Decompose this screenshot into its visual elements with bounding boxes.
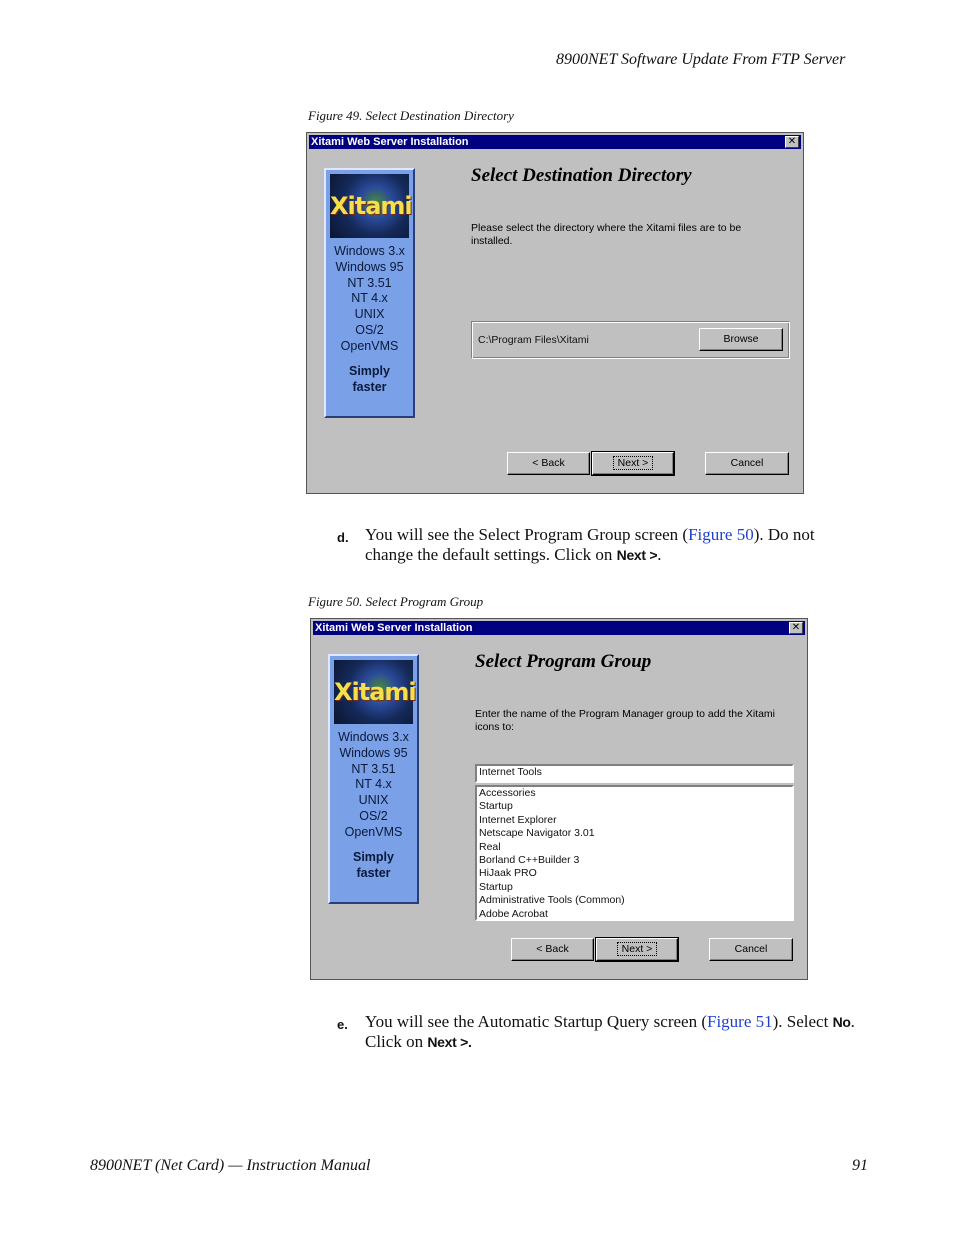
dialog-titlebar[interactable] [309, 135, 801, 149]
list-item[interactable]: HiJaak PRO [479, 867, 537, 880]
xitami-logo-text: Xitami [334, 678, 416, 706]
os-item: OS/2 [355, 322, 384, 337]
figure-50-link[interactable]: Figure 50 [688, 525, 754, 544]
close-icon[interactable]: ✕ [789, 622, 803, 634]
supported-os-list [326, 244, 413, 355]
slogan-line: Simply [353, 850, 394, 864]
program-group-dialog [310, 618, 808, 980]
list-item[interactable]: Netscape Navigator 3.01 [479, 827, 595, 840]
step-text: ). Do not change the default settings. Click on [365, 525, 815, 564]
cancel-button[interactable]: Cancel [705, 452, 789, 475]
dialog-heading: Select Program Group [475, 651, 652, 672]
back-button[interactable]: < Back [511, 938, 594, 961]
slogan [326, 364, 413, 396]
slogan-line: faster [356, 865, 391, 880]
step-e-text [365, 1012, 875, 1052]
step-text: You will see the Select Program Group screen ( [365, 525, 689, 544]
next-ui-reference: Next > [616, 547, 658, 563]
browse-button[interactable]: Browse [699, 328, 783, 351]
os-item: NT 4.x [355, 777, 392, 792]
list-item[interactable]: Real [479, 840, 501, 853]
step-d-letter: d. [337, 530, 349, 545]
os-item: OS/2 [359, 808, 388, 823]
next-button-label: Next > [613, 456, 654, 470]
supported-os-list [330, 730, 417, 841]
os-item: NT 3.51 [351, 761, 396, 776]
step-text: ). Select [772, 1012, 833, 1031]
list-item[interactable]: Accessories [479, 787, 536, 799]
xitami-logo-panel [324, 168, 415, 418]
globe-logo-image [330, 174, 412, 238]
os-item: OpenVMS [344, 824, 403, 839]
step-text: . [657, 545, 662, 564]
os-item: Windows 3.x [338, 730, 409, 744]
figure-49-caption: Figure 49. Select Destination Directory [308, 108, 514, 123]
no-ui-reference: No [832, 1014, 851, 1030]
dialog-titlebar[interactable] [313, 621, 805, 635]
dialog-heading: Select Destination Directory [471, 165, 692, 186]
program-group-input[interactable]: Internet Tools [475, 764, 794, 783]
cancel-button[interactable]: Cancel [709, 938, 793, 961]
back-button[interactable]: < Back [507, 452, 590, 475]
next-button[interactable] [596, 938, 678, 961]
step-text: . Click on [365, 1012, 855, 1051]
page-number: 91 [852, 1157, 868, 1174]
next-button-label: Next > [617, 942, 658, 956]
figure-51-link[interactable]: Figure 51 [706, 1012, 773, 1031]
list-item[interactable]: Startup [479, 800, 513, 813]
list-item[interactable]: Startup [479, 880, 513, 893]
os-item: UNIX [358, 793, 389, 808]
os-item: Windows 3.x [334, 244, 405, 258]
dialog-description: Please select the directory where the Xitami files are to be installed. [471, 222, 742, 247]
os-item: NT 3.51 [347, 275, 392, 290]
next-button[interactable] [592, 452, 674, 475]
slogan-line: Simply [349, 364, 390, 378]
next-ui-reference: Next >. [427, 1034, 472, 1050]
os-item: NT 4.x [351, 291, 388, 306]
slogan [330, 850, 417, 882]
window-title: Xitami Web Server Installation [315, 622, 473, 634]
list-item[interactable]: Adobe Acrobat [479, 907, 548, 920]
running-head: 8900NET Software Update From FTP Server [556, 51, 846, 68]
program-group-list[interactable] [475, 785, 794, 921]
os-item: Windows 95 [339, 745, 408, 760]
step-d-text [365, 525, 865, 565]
slogan-line: faster [352, 379, 387, 394]
list-item[interactable]: Administrative Tools (Common) [479, 894, 625, 907]
close-icon[interactable]: ✕ [785, 136, 799, 148]
os-item: UNIX [354, 307, 385, 322]
xitami-logo-text: Xitami [330, 192, 412, 220]
os-item: OpenVMS [340, 338, 399, 353]
destination-path: C:\Program Files\Xitami [478, 334, 589, 346]
window-title: Xitami Web Server Installation [311, 136, 469, 148]
dialog-description: Enter the name of the Program Manager group to add the Xitami icons to: [475, 708, 776, 733]
xitami-logo-panel [328, 654, 419, 904]
step-e-letter: e. [337, 1017, 348, 1032]
list-item[interactable]: Internet Explorer [479, 813, 557, 826]
list-item[interactable]: Borland C++Builder 3 [479, 854, 580, 867]
figure-50-caption: Figure 50. Select Program Group [308, 594, 484, 609]
os-item: Windows 95 [335, 259, 404, 274]
destination-directory-dialog [306, 132, 804, 494]
step-text: You will see the Automatic Startup Query screen ( [365, 1012, 707, 1031]
globe-logo-image [334, 660, 416, 724]
footer-manual-title: 8900NET (Net Card) — Instruction Manual [90, 1157, 371, 1174]
